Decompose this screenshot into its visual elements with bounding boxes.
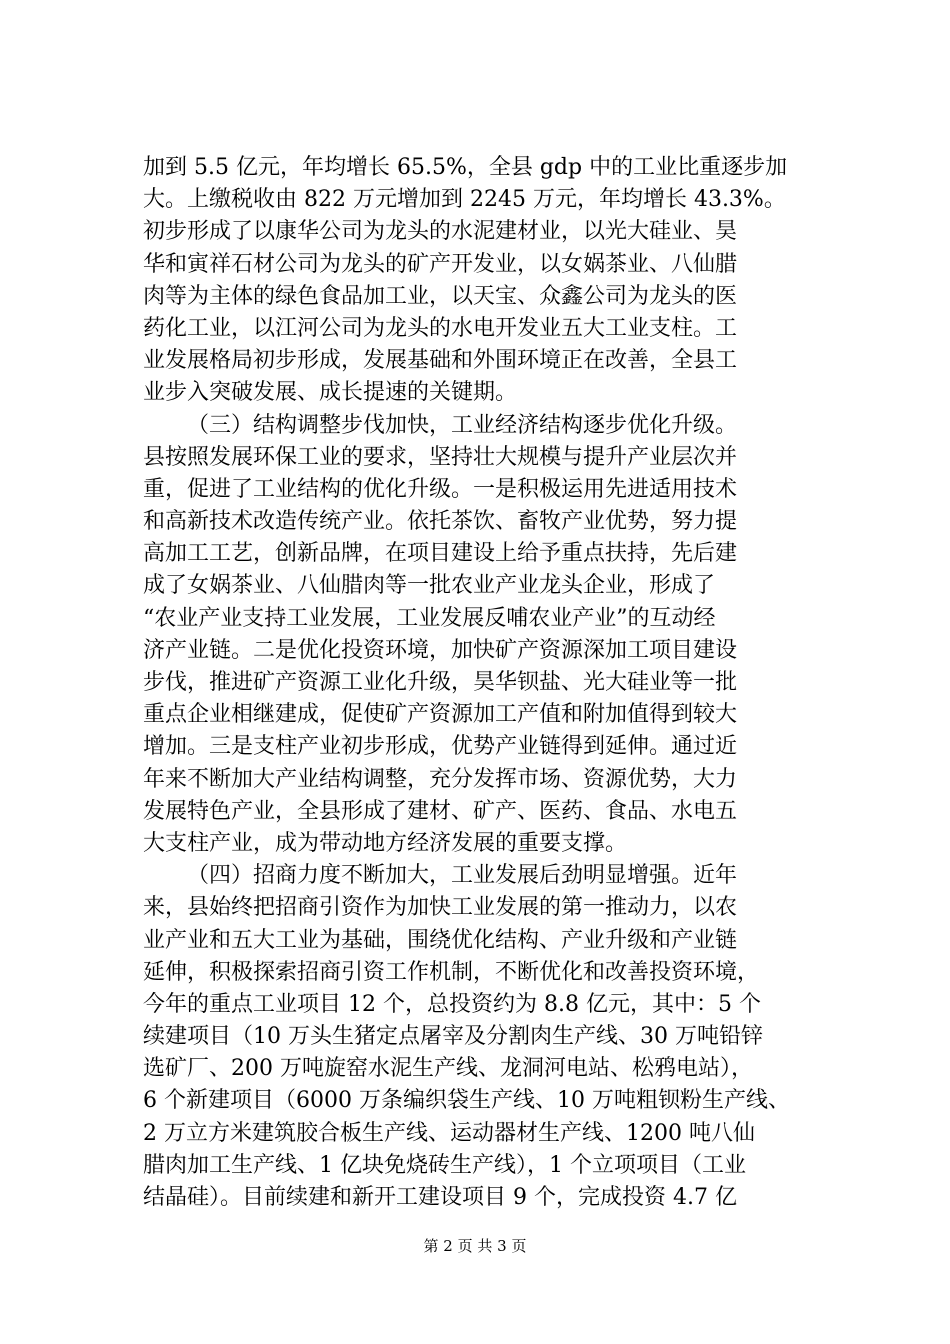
text-line: 今年的重点工业项目 12 个，总投资约为 8.8 亿元，其中：5 个 bbox=[143, 991, 761, 1017]
text-line: 6 个新建项目（6000 万条编织袋生产线、10 万吨粗钡粉生产线、 bbox=[143, 1088, 790, 1114]
text-line: 结晶硅）。目前续建和新开工建设项目 9 个，完成投资 4.7 亿 bbox=[143, 1185, 737, 1210]
text-line: 腊肉加工生产线、1 亿块免烧砖生产线），1 个立项项目（工业 bbox=[143, 1152, 746, 1178]
text-line: 县按照发展环保工业的要求，坚持壮大规模与提升产业层次并 bbox=[143, 444, 738, 470]
text-line: 药化工业，以江河公司为龙头的水电开发业五大工业支柱。工 bbox=[143, 315, 738, 341]
text-line: 成了女娲茶业、八仙腊肉等一批农业产业龙头企业，形成了 bbox=[143, 573, 716, 599]
text-line: 发展特色产业，全县形成了建材、矿产、医药、食品、水电五 bbox=[143, 798, 738, 824]
text-line: 济产业链。二是优化投资环境，加快矿产资源深加工项目建设 bbox=[143, 637, 738, 663]
text-line: 2 万立方米建筑胶合板生产线、运动器材生产线、1200 吨八仙 bbox=[143, 1120, 755, 1146]
text-line: 增加。三是支柱产业初步形成，优势产业链得到延伸。通过近 bbox=[143, 734, 738, 760]
text-line: 延伸，积极探索招商引资工作机制，不断优化和改善投资环境， bbox=[143, 959, 760, 985]
text-line: 大。上缴税收由 822 万元增加到 2245 万元，年均增长 43.3%。 bbox=[143, 187, 786, 213]
text-line: 续建项目（10 万头生猪定点屠宰及分割肉生产线、30 万吨铅锌 bbox=[143, 1024, 763, 1050]
text-line: 业步入突破发展、成长提速的关键期。 bbox=[143, 380, 518, 406]
text-line: 和高新技术改造传统产业。依托茶饮、畜牧产业优势，努力提 bbox=[143, 509, 738, 535]
text-line: 业产业和五大工业为基础，围绕优化结构、产业升级和产业链 bbox=[143, 927, 738, 953]
text-line: 加到 5.5 亿元，年均增长 65.5%，全县 gdp 中的工业比重逐步加 bbox=[143, 155, 788, 180]
text-line: 选矿厂、200 万吨旋窑水泥生产线、龙洞河电站、松鸦电站）， bbox=[143, 1056, 753, 1082]
text-line: 步伐，推进矿产资源工业化升级，昊华钡盐、光大硅业等一批 bbox=[143, 670, 738, 695]
text-line: 华和寅祥石材公司为龙头的矿产开发业，以女娲茶业、八仙腊 bbox=[143, 251, 738, 277]
section-heading-line: （四）招商力度不断加大，工业发展后劲明显增强。近年 bbox=[187, 863, 738, 889]
section-heading-line: （三）结构调整步伐加快，工业经济结构逐步优化升级。 bbox=[187, 412, 738, 438]
text-line: 年来不断加大产业结构调整，充分发挥市场、资源优势，大力 bbox=[143, 766, 738, 792]
text-line: 重点企业相继建成，促使矿产资源加工产值和附加值得到较大 bbox=[143, 702, 738, 728]
text-line: 初步形成了以康华公司为龙头的水泥建材业，以光大硅业、昊 bbox=[143, 219, 738, 245]
text-line: “农业产业支持工业发展，工业发展反哺农业产业”的互动经 bbox=[143, 605, 716, 631]
text-line: 业发展格局初步形成，发展基础和外围环境正在改善，全县工 bbox=[143, 348, 738, 374]
text-line: 重，促进了工业结构的优化升级。一是积极运用先进适用技术 bbox=[143, 476, 738, 502]
text-line: 来，县始终把招商引资作为加快工业发展的第一推动力，以农 bbox=[143, 895, 738, 921]
page-number-footer: 第 2 页 共 3 页 bbox=[423, 1237, 527, 1255]
document-body bbox=[143, 152, 833, 1214]
text-line: 肉等为主体的绿色食品加工业，以天宝、众鑫公司为龙头的医 bbox=[143, 283, 738, 309]
text-line: 大支柱产业，成为带动地方经济发展的重要支撑。 bbox=[143, 830, 628, 856]
text-line: 高加工工艺，创新品牌，在项目建设上给予重点扶持，先后建 bbox=[143, 541, 738, 567]
